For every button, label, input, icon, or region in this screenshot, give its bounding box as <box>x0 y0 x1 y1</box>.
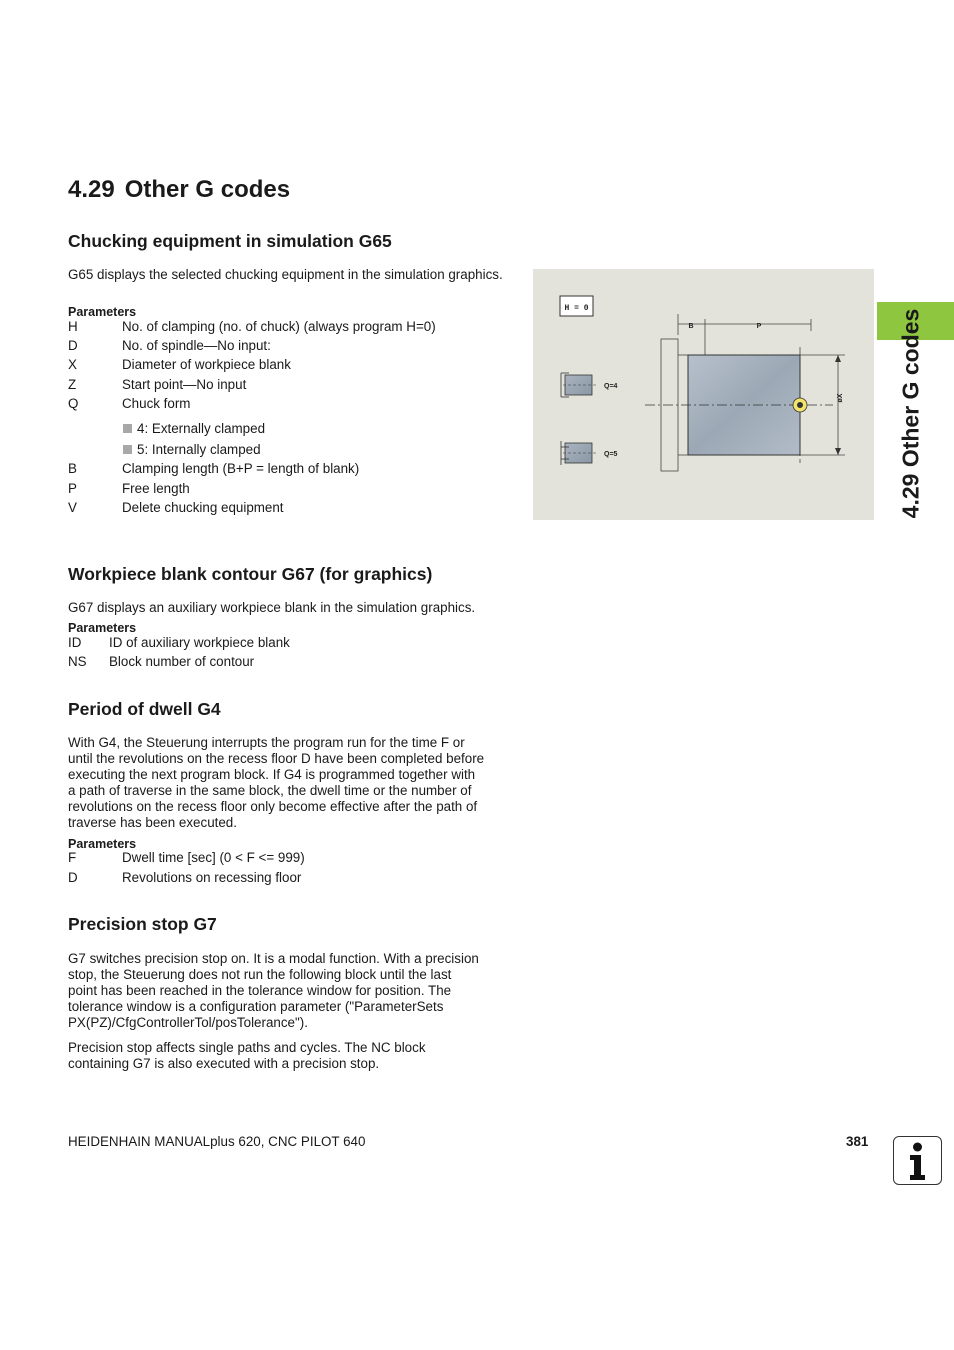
param-row-z <box>68 377 247 393</box>
side-tab-text: 4.29 Other G codes <box>897 308 924 519</box>
params-label-g65: Parameters <box>68 305 137 319</box>
params-label-g4: Parameters <box>68 837 137 851</box>
text-line: executing the next program block. If G4 is programmed together with <box>68 767 476 782</box>
section-g65-intro: G65 displays the selected chucking equipment in the simulation graphics. <box>68 267 503 282</box>
param-key: Q <box>68 396 79 411</box>
page-title <box>68 176 290 204</box>
param-desc: Diameter of workpiece blank <box>122 357 291 372</box>
text-line: G7 switches precision stop on. It is a modal function. With a precision <box>68 951 479 966</box>
param-desc: Delete chucking equipment <box>122 500 284 515</box>
param-row-ns <box>68 654 255 670</box>
square-bullet-icon <box>123 445 132 454</box>
section-g7-para2 <box>68 1040 510 1072</box>
chuck-form-option-5 <box>123 442 261 457</box>
param-row-h <box>68 319 436 335</box>
page-number: 381 <box>846 1134 869 1149</box>
param-key: H <box>68 319 78 334</box>
param-row-q <box>68 396 191 412</box>
section-g7-para1 <box>68 951 510 1031</box>
param-key: B <box>68 461 77 476</box>
param-key: Z <box>68 377 77 392</box>
param-key: F <box>68 850 77 865</box>
footer-product: HEIDENHAIN MANUALplus 620, CNC PILOT 640 <box>68 1134 366 1149</box>
q4-label: Q=4 <box>604 383 618 390</box>
param-desc: Dwell time [sec] (0 < F <= 999) <box>122 850 305 865</box>
info-i-icon[interactable] <box>893 1136 942 1185</box>
param-desc: No. of clamping (no. of chuck) (always program H=0) <box>122 319 436 334</box>
q5-label: Q=5 <box>604 451 618 458</box>
param-row-f <box>68 850 305 866</box>
param-row-d-g4 <box>68 870 302 886</box>
param-row-p <box>68 481 190 497</box>
text-line: stop, the Steuerung does not run the following block until the last <box>68 967 452 982</box>
chuck-form-q4-icon <box>561 373 597 397</box>
param-key: D <box>68 870 78 885</box>
param-key: P <box>68 481 77 496</box>
param-key: X <box>68 357 77 372</box>
param-row-d <box>68 338 271 354</box>
param-row-id <box>68 635 290 651</box>
square-bullet-icon <box>123 424 132 433</box>
param-desc: ID of auxiliary workpiece blank <box>109 635 290 650</box>
h-zero-label: H = 0 <box>564 304 589 313</box>
text-line: With G4, the Steuerung interrupts the program run for the time F or <box>68 735 465 750</box>
dim-b-label: B <box>688 323 694 330</box>
section-g4-intro <box>68 735 510 831</box>
dim-p-label: P <box>756 323 762 330</box>
param-key: ID <box>68 635 82 650</box>
title-number: 4.29 <box>68 176 115 203</box>
chuck-diagram <box>533 269 874 520</box>
param-desc: Revolutions on recessing floor <box>122 870 302 885</box>
params-label-g67: Parameters <box>68 621 137 635</box>
text-line: PX(PZ)/CfgControllerTol/posTolerance"). <box>68 1015 308 1030</box>
param-desc: Clamping length (B+P = length of blank) <box>122 461 360 476</box>
chuck-form-label: 4: Externally clamped <box>137 421 266 436</box>
param-desc: Chuck form <box>122 396 191 411</box>
chuck-form-q5-icon <box>561 441 597 465</box>
section-heading-g65: Chucking equipment in simulation G65 <box>68 231 392 251</box>
text-line: until the revolutions on the recess floor D have been completed before <box>68 751 485 766</box>
text-line: revolutions on the recess floor only become effective after the path of <box>68 799 478 814</box>
dim-x-label: øX <box>837 393 844 403</box>
section-heading-g67: Workpiece blank contour G67 (for graphics) <box>68 564 433 584</box>
param-row-v <box>68 500 284 516</box>
section-g67-intro: G67 displays an auxiliary workpiece blank in the simulation graphics. <box>68 600 476 615</box>
param-key: NS <box>68 654 87 669</box>
chuck-diagram-svg <box>533 269 874 520</box>
param-row-b <box>68 461 360 477</box>
section-heading-g4: Period of dwell G4 <box>68 699 221 719</box>
chuck-form-label: 5: Internally clamped <box>137 442 261 457</box>
param-desc: No. of spindle—No input: <box>122 338 271 353</box>
param-desc: Free length <box>122 481 190 496</box>
text-line: a path of traverse in the same block, the dwell time or the number of <box>68 783 472 798</box>
param-desc: Block number of contour <box>109 654 255 669</box>
text-line: traverse has been executed. <box>68 815 237 830</box>
text-line: tolerance window is a configuration parameter ("ParameterSets <box>68 999 444 1014</box>
text-line: Precision stop affects single paths and cycles. The NC block <box>68 1040 426 1055</box>
text-line: point has been reached in the tolerance window for position. The <box>68 983 452 998</box>
param-key: D <box>68 338 78 353</box>
text-line: containing G7 is also executed with a precision stop. <box>68 1056 380 1071</box>
param-row-x <box>68 357 291 373</box>
param-key: V <box>68 500 77 515</box>
param-desc: Start point—No input <box>122 377 247 392</box>
title-text: Other G codes <box>124 176 291 203</box>
section-heading-g7: Precision stop G7 <box>68 914 217 934</box>
chuck-form-option-4 <box>123 421 265 436</box>
